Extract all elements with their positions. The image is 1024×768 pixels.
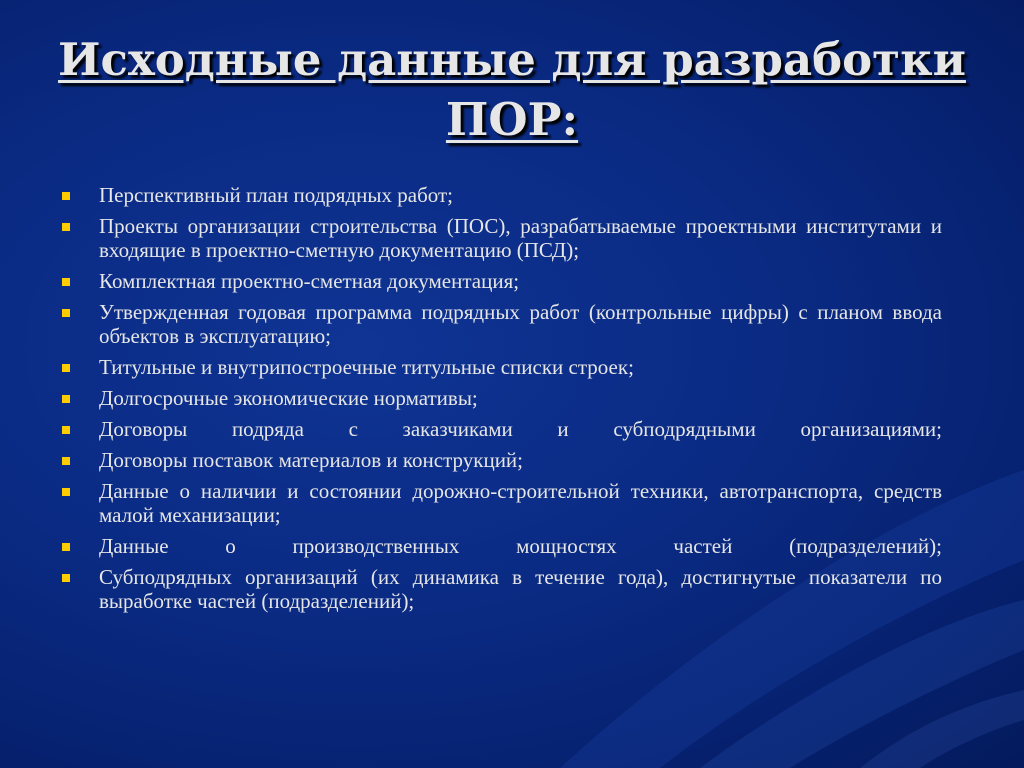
bullet-text: Данные о наличии и состоянии дорожно-строительной техники, автотранспорта, средств малой механизации;: [99, 479, 942, 527]
bullet-item: [60, 355, 942, 379]
bullet-text: Долгосрочные экономические нормативы;: [99, 386, 478, 410]
bullet-text: Утвержденная годовая программа подрядных работ (контрольные цифры) с планом ввода объектов в эксплуатацию;: [99, 300, 942, 348]
square-bullet-icon: [62, 395, 70, 403]
square-bullet-icon: [62, 426, 70, 434]
square-bullet-icon: [62, 364, 70, 372]
bullet-text: Комплектная проектно-сметная документация;: [99, 269, 520, 293]
square-bullet-icon: [62, 192, 70, 200]
bullet-item: [60, 448, 942, 472]
bullet-item: [60, 300, 942, 348]
bullet-text: Титульные и внутрипостроечные титульные списки строек;: [99, 355, 634, 379]
bullet-item: [60, 417, 942, 441]
bullet-item: [60, 183, 942, 207]
bullet-item: [60, 565, 942, 613]
bullet-item: [60, 214, 942, 262]
slide-title: [0, 30, 1024, 150]
bullet-item: [60, 534, 942, 558]
square-bullet-icon: [62, 457, 70, 465]
bullet-list: [60, 183, 942, 620]
bullet-item: [60, 479, 942, 527]
slide-title-line1: Исходные данные для разработки: [58, 33, 966, 86]
bullet-text: Перспективный план подрядных работ;: [99, 183, 453, 207]
square-bullet-icon: [62, 278, 70, 286]
square-bullet-icon: [62, 488, 70, 496]
bullet-item: [60, 269, 942, 293]
square-bullet-icon: [62, 543, 70, 551]
bullet-text: Проекты организации строительства (ПОС), разрабатываемые проектными институтами и входящие в проектно-сметную документацию (ПСД);: [99, 214, 942, 262]
bullet-text: Субподрядных организаций (их динамика в течение года), достигнутые показатели по выработке частей (подразделений);: [99, 565, 942, 613]
square-bullet-icon: [62, 309, 70, 317]
bullet-text: Данные о производственных мощностях частей (подразделений);: [99, 534, 942, 558]
slide-title-line2: ПОР:: [445, 93, 579, 146]
bullet-item: [60, 386, 942, 410]
square-bullet-icon: [62, 223, 70, 231]
bullet-text: Договоры поставок материалов и конструкций;: [99, 448, 524, 472]
bullet-text: Договоры подряда с заказчиками и субподрядными организациями;: [99, 417, 942, 441]
square-bullet-icon: [62, 574, 70, 582]
